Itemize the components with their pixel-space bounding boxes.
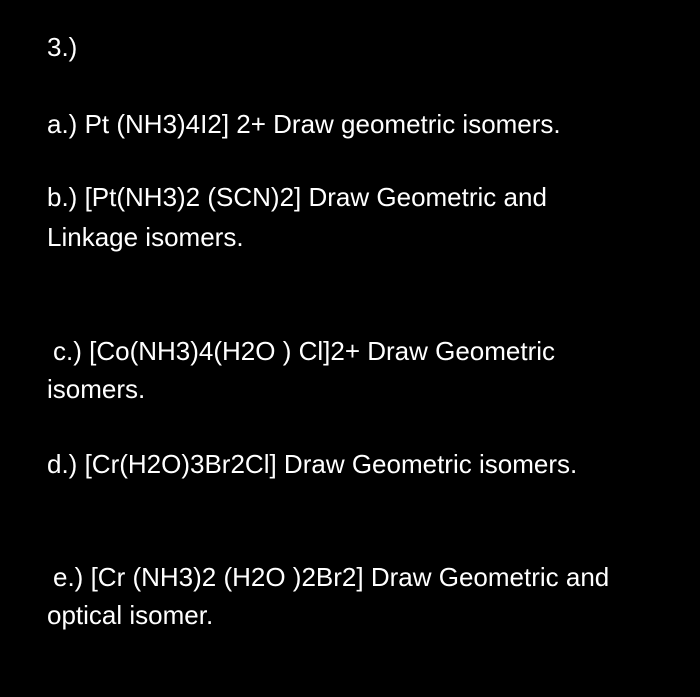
question-a-line-1: a.) Pt (NH3)4I2] 2+ Draw geometric isomers.: [47, 109, 561, 139]
question-c-line-1: c.) [Co(NH3)4(H2O ) Cl]2+ Draw Geometric: [53, 336, 556, 366]
question-d-line-1: d.) [Cr(H2O)3Br2Cl] Draw Geometric isomers.: [47, 449, 578, 479]
question-c-line-2: isomers.: [47, 374, 146, 404]
question-e-line-1: e.) [Cr (NH3)2 (H2O )2Br2] Draw Geometric and: [53, 562, 610, 592]
question-b-line-1: b.) [Pt(NH3)2 (SCN)2] Draw Geometric and: [47, 182, 547, 212]
question-e-line-2: optical isomer.: [47, 600, 214, 630]
question-number-heading: 3.): [47, 32, 78, 62]
question-b-line-2: Linkage isomers.: [47, 222, 244, 252]
